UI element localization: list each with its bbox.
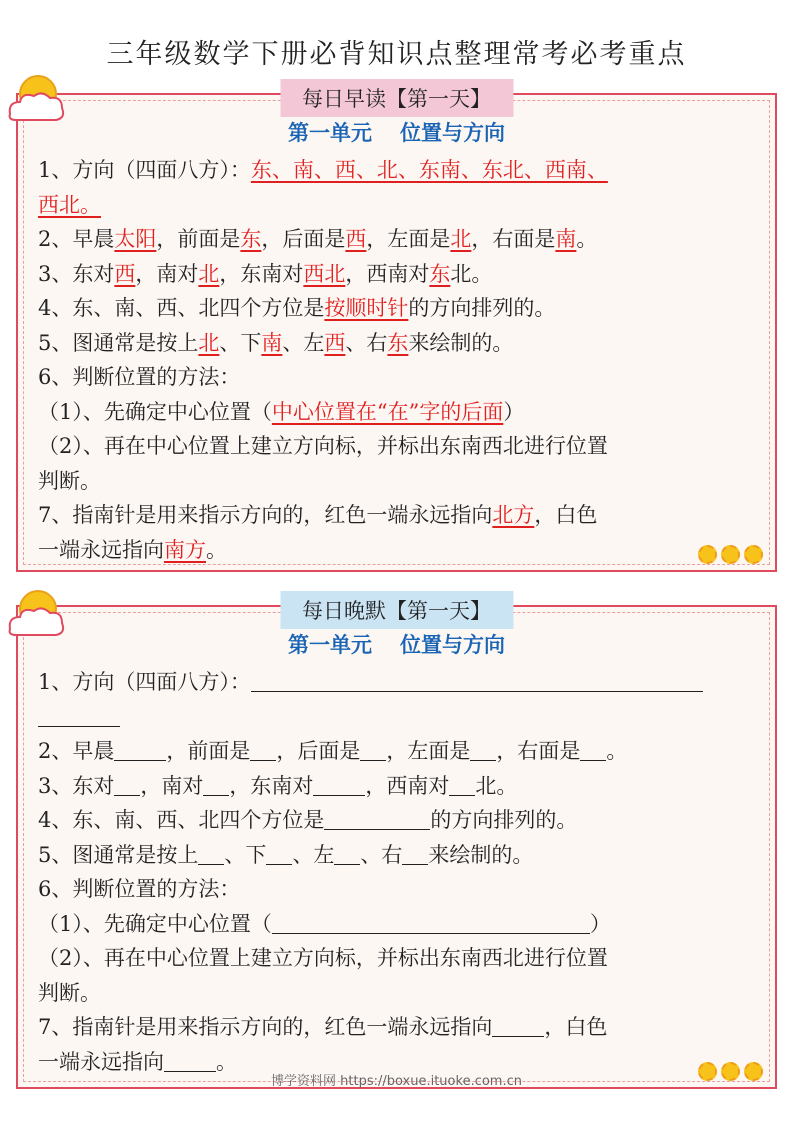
answer-blank[interactable] — [114, 773, 140, 796]
answer: 南 — [555, 227, 577, 251]
evening-dictation-card — [16, 599, 777, 1089]
answer: 西北 — [303, 261, 346, 286]
answer: 西北。 — [38, 192, 101, 217]
line-7: 7、指南针是用来指示方向的，红色一端永远指向北方，白色 — [38, 503, 598, 527]
answer: 太阳 — [114, 227, 157, 251]
line-1-cont — [38, 188, 761, 223]
answer-blank[interactable] — [470, 738, 496, 761]
answer: 西 — [345, 227, 367, 251]
morning-unit-heading — [18, 117, 775, 147]
answer: 北 — [198, 261, 220, 286]
line-6: 6、判断位置的方法： — [38, 365, 241, 389]
answer-blank[interactable] — [580, 738, 606, 761]
line-6-2: （2）、再在中心位置上建立方向标，并标出东南西北进行位置 — [38, 434, 608, 458]
answer-blank[interactable] — [402, 842, 428, 865]
answer: 南 — [261, 330, 283, 355]
sun-cloud-icon — [4, 585, 68, 643]
line-4: 4、东、南、西、北四个方位是 的方向排列的。 — [38, 808, 578, 832]
line-6-2: （2）、再在中心位置上建立方向标，并标出东南西北进行位置 — [38, 946, 608, 970]
line-7-cont: 一端永远指向 。 — [38, 1049, 237, 1074]
line-3: 3、东对 ，南对 ，东南对 ，西南对 北。 — [38, 773, 518, 798]
evening-unit-heading — [18, 629, 775, 659]
line-6-2-cont: 判断。 — [38, 980, 101, 1005]
watermark: 博学资料网 https://boxue.ituoke.com.cn — [271, 1074, 522, 1089]
answer-blank[interactable] — [360, 738, 386, 761]
answer-blank[interactable] — [492, 1014, 544, 1037]
answer: 北 — [450, 227, 472, 251]
line-5: 5、图通常是按上 、下 、左 、右 来绘制的。 — [38, 842, 534, 867]
evening-content — [38, 665, 761, 1079]
answer-blank[interactable] — [266, 842, 292, 865]
unit-label: 第一单元 — [288, 633, 372, 657]
unit-label: 第一单元 — [288, 121, 372, 145]
line-2: 2、早晨太阳，前面是东，后面是西，左面是北，右面是南。 — [38, 227, 598, 251]
answer: 东 — [240, 227, 262, 251]
answer: 西 — [114, 261, 136, 286]
answer-blank[interactable] — [272, 911, 590, 934]
line-1-cont — [38, 700, 761, 735]
line-2: 2、早晨 ，前面是 ，后面是 ，左面是 ，右面是 。 — [38, 739, 628, 763]
answer: 南方 — [164, 537, 206, 562]
line-1: 1、方向（四面八方）：东、南、西、北、东南、东北、西南、 — [38, 158, 608, 182]
answer: 东 — [387, 330, 409, 355]
document-title: 三年级数学下册必背知识点整理常考必考重点 — [106, 39, 687, 70]
flower-decoration — [698, 545, 763, 564]
flower-icon — [721, 545, 740, 564]
answer-blank[interactable] — [38, 704, 120, 727]
answer: 西 — [324, 330, 346, 355]
line-3: 3、东对西，南对北，东南对西北，西南对东北。 — [38, 261, 493, 286]
answer: 东、南、西、北、东南、东北、西南、 — [250, 158, 608, 182]
line-1: 1、方向（四面八方）： — [38, 665, 761, 700]
answer: 北 — [198, 330, 220, 355]
answer-blank[interactable] — [250, 738, 276, 761]
answer-blank[interactable] — [198, 842, 224, 865]
answer: 中心位置在“在”字的后面 — [271, 399, 504, 424]
answer-blank[interactable] — [334, 842, 360, 865]
answer-blank[interactable] — [164, 1049, 216, 1072]
line-6-1: （1）、先确定中心位置（中心位置在“在”字的后面） — [38, 399, 525, 424]
morning-reading-card — [16, 87, 777, 572]
line-4: 4、东、南、西、北四个方位是按顺时针的方向排列的。 — [38, 296, 556, 320]
unit-topic: 位置与方向 — [400, 121, 505, 145]
answer-blank[interactable] — [313, 773, 365, 796]
sun-cloud-icon — [4, 70, 68, 128]
answer-blank[interactable] — [449, 773, 475, 796]
morning-content — [38, 153, 761, 567]
answer: 东 — [429, 261, 451, 286]
answer-blank[interactable] — [203, 773, 229, 796]
flower-icon — [698, 545, 717, 564]
answer: 按顺时针 — [324, 296, 409, 320]
answer: 北方 — [492, 503, 535, 527]
unit-topic: 位置与方向 — [400, 633, 505, 657]
line-6-1: （1）、先确定中心位置（ ） — [38, 911, 611, 936]
line-7-cont: 一端永远指向南方。 — [38, 537, 227, 562]
answer-blank[interactable] — [251, 669, 703, 692]
line-7: 7、指南针是用来指示方向的，红色一端永远指向 ，白色 — [38, 1015, 608, 1039]
line-6-2-cont: 判断。 — [38, 468, 101, 493]
morning-tag: 每日早读【第一天】 — [280, 79, 513, 117]
evening-tag: 每日晚默【第一天】 — [280, 591, 513, 629]
line-6: 6、判断位置的方法： — [38, 877, 241, 901]
answer-blank[interactable] — [324, 807, 430, 830]
line-5: 5、图通常是按上北、下南、左西、右东来绘制的。 — [38, 330, 514, 355]
flower-icon — [744, 545, 763, 564]
answer-blank[interactable] — [114, 738, 166, 761]
